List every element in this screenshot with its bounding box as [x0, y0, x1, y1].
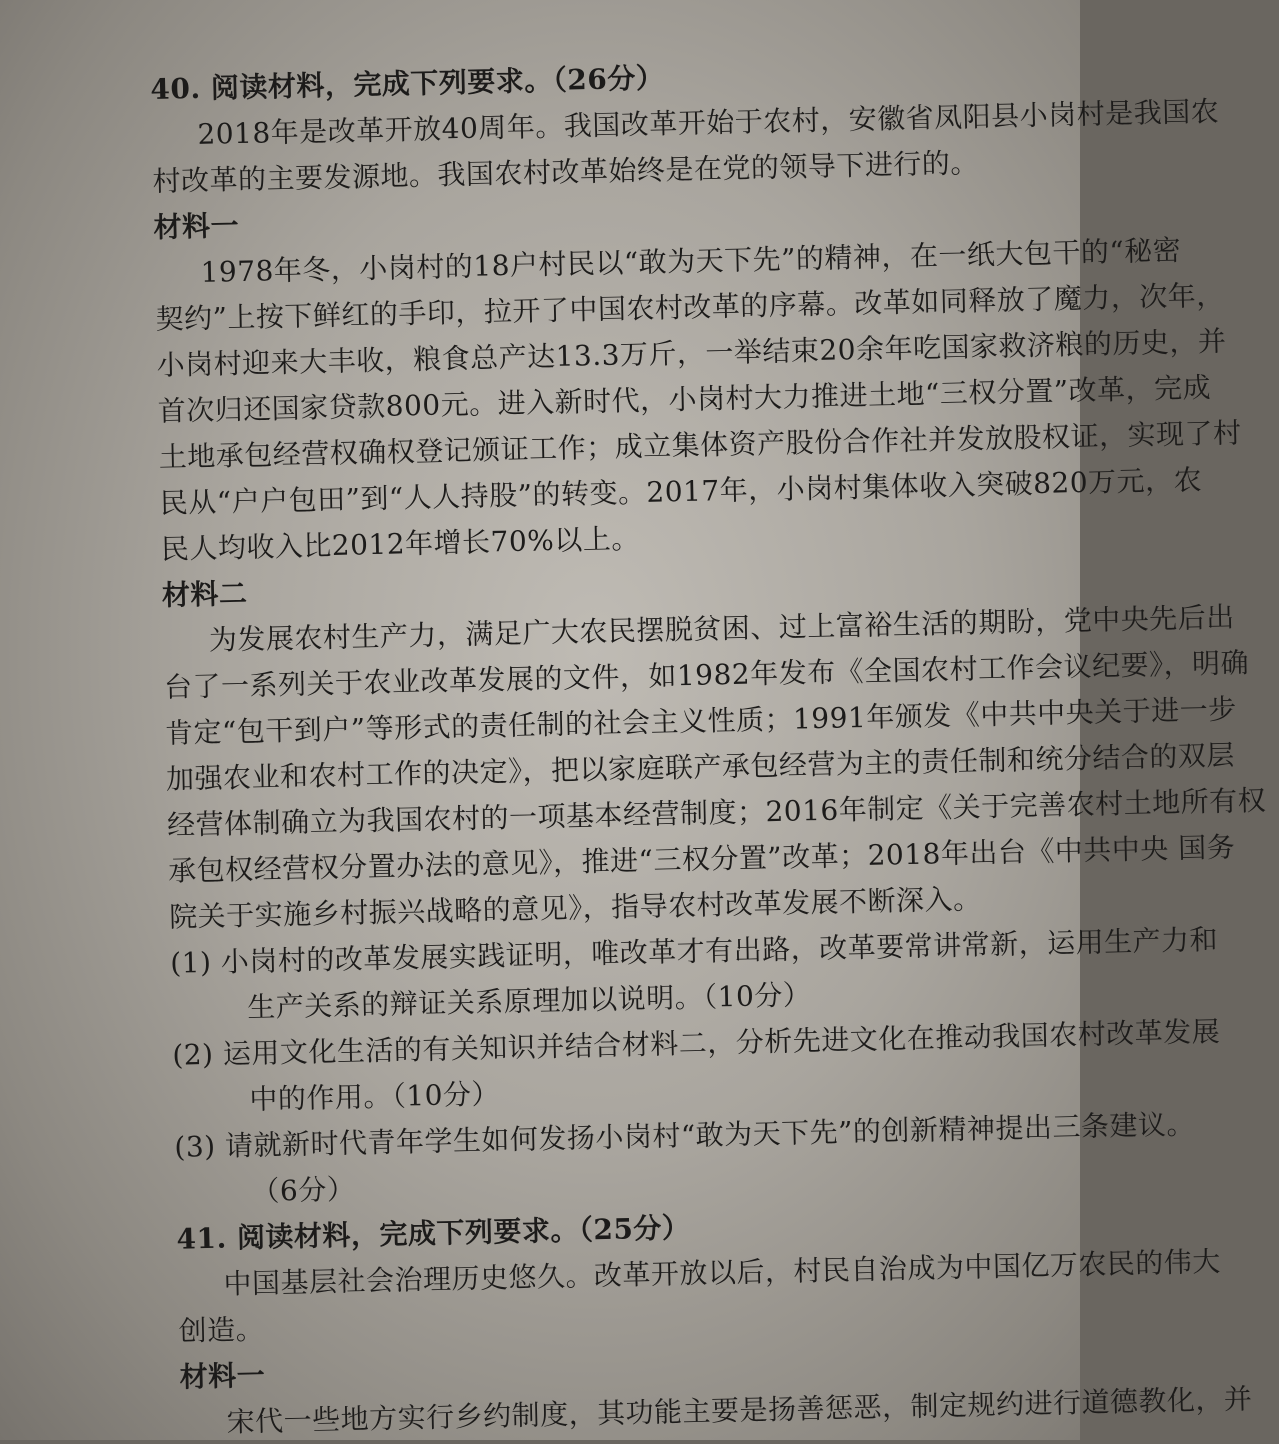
- q40-question-1-cont: 生产关系的辩证关系原理加以说明。（10分）: [246, 978, 812, 1025]
- q41-material1-line: 宋代一些地方实行乡约制度，其功能主要是扬善惩恶，制定规约进行道德教化，并: [226, 1382, 1253, 1439]
- q40-material2-line: 肯定“包干到户”等形式的责任制的社会主义性质；1991年颁发《中共中央关于进一步: [164, 692, 1238, 750]
- q40-material1-line: 首次归还国家贷款800元。进入新时代，小岗村大力推进土地“三权分置”改革，完成: [157, 371, 1212, 428]
- q40-material1-line: 小岗村迎来大丰收，粮食总产达13.3万斤，一举结束20余年吃国家救济粮的历史，并: [156, 324, 1227, 382]
- q40-material1-heading: 材料一: [153, 209, 240, 244]
- q40-intro-line: 村改革的主要发源地。我国农村改革始终是在党的领导下进行的。: [152, 146, 980, 198]
- q41-intro-line: 中国基层社会治理历史悠久。改革开放以后，村民自治成为中国亿万农民的伟大: [223, 1245, 1222, 1301]
- q40-material1-line: 1978年冬，小岗村的18户村民以“敢为天下先”的精神，在一纸大包干的“秘密: [200, 233, 1182, 289]
- q40-title: 40. 阅读材料，完成下列要求。（26分）: [150, 61, 665, 106]
- q40-material1-line: 民从“户户包田”到“人人持股”的转变。2017年，小岗村集体收入突破820万元，农: [159, 463, 1203, 520]
- q40-material2-line: 台了一系列关于农业改革发展的文件，如1982年发布《全国农村工作会议纪要》，明确: [163, 646, 1250, 704]
- q40-question-2-cont: 中的作用。（10分）: [249, 1077, 501, 1117]
- q40-intro-line: 2018年是改革开放40周年。我国改革开始于农村，安徽省凤阳县小岗村是我国农: [197, 94, 1220, 151]
- q40-material1-line: 民人均收入比2012年增长70%以上。: [160, 522, 641, 566]
- q40-material2-line: 经营体制确立为我国农村的一项基本经营制度；2016年制定《关于完善农村土地所有权: [166, 783, 1267, 842]
- q40-question-3-cont: （6分）: [251, 1172, 356, 1208]
- exam-page-lower: [150, 50, 1253, 1439]
- q41-intro-line: 创造。: [178, 1312, 265, 1348]
- q40-question-2: (2) 运用文化生活的有关知识并结合材料二，分析先进文化在推动我国农村改革发展: [171, 1014, 1221, 1072]
- q40-question-1: (1) 小岗村的改革发展实践证明，唯改革才有出路，改革要常讲常新，运用生产力和: [169, 922, 1219, 980]
- q40-material1-line: 土地承包经营权确权登记颁证工作；成立集体资产股份合作社并发放股权证，实现了村: [158, 416, 1242, 474]
- q40-material1-line: 契约”上按下鲜红的手印，拉开了中国农村改革的序幕。改革如同释放了魔力，次年，: [155, 278, 1226, 336]
- q40-material2-line: 加强农业和农村工作的决定》，把以家庭联产承包经营为主的责任制和统分结合的双层: [165, 738, 1236, 796]
- q40-material2-line: 承包权经营权分置办法的意见》，推进“三权分置”改革；2018年出台《中共中央 国务: [167, 830, 1236, 888]
- q40-question-3: (3) 请就新时代青年学生如何发扬小岗村“敢为天下先”的创新精神提出三条建议。: [174, 1107, 1196, 1164]
- q41-title: 41. 阅读材料，完成下列要求。（25分）: [176, 1211, 691, 1256]
- q40-material2-line: 为发展农村生产力，满足广大农民摆脱贫困、过上富裕生活的期盼，党中央先后出: [208, 600, 1236, 657]
- q40-material2-heading: 材料二: [161, 576, 248, 612]
- q40-material2-line: 院关于实施乡村振兴战略的意见》，指导农村改革发展不断深入。: [168, 882, 982, 934]
- q41-material1-heading: 材料一: [179, 1358, 266, 1394]
